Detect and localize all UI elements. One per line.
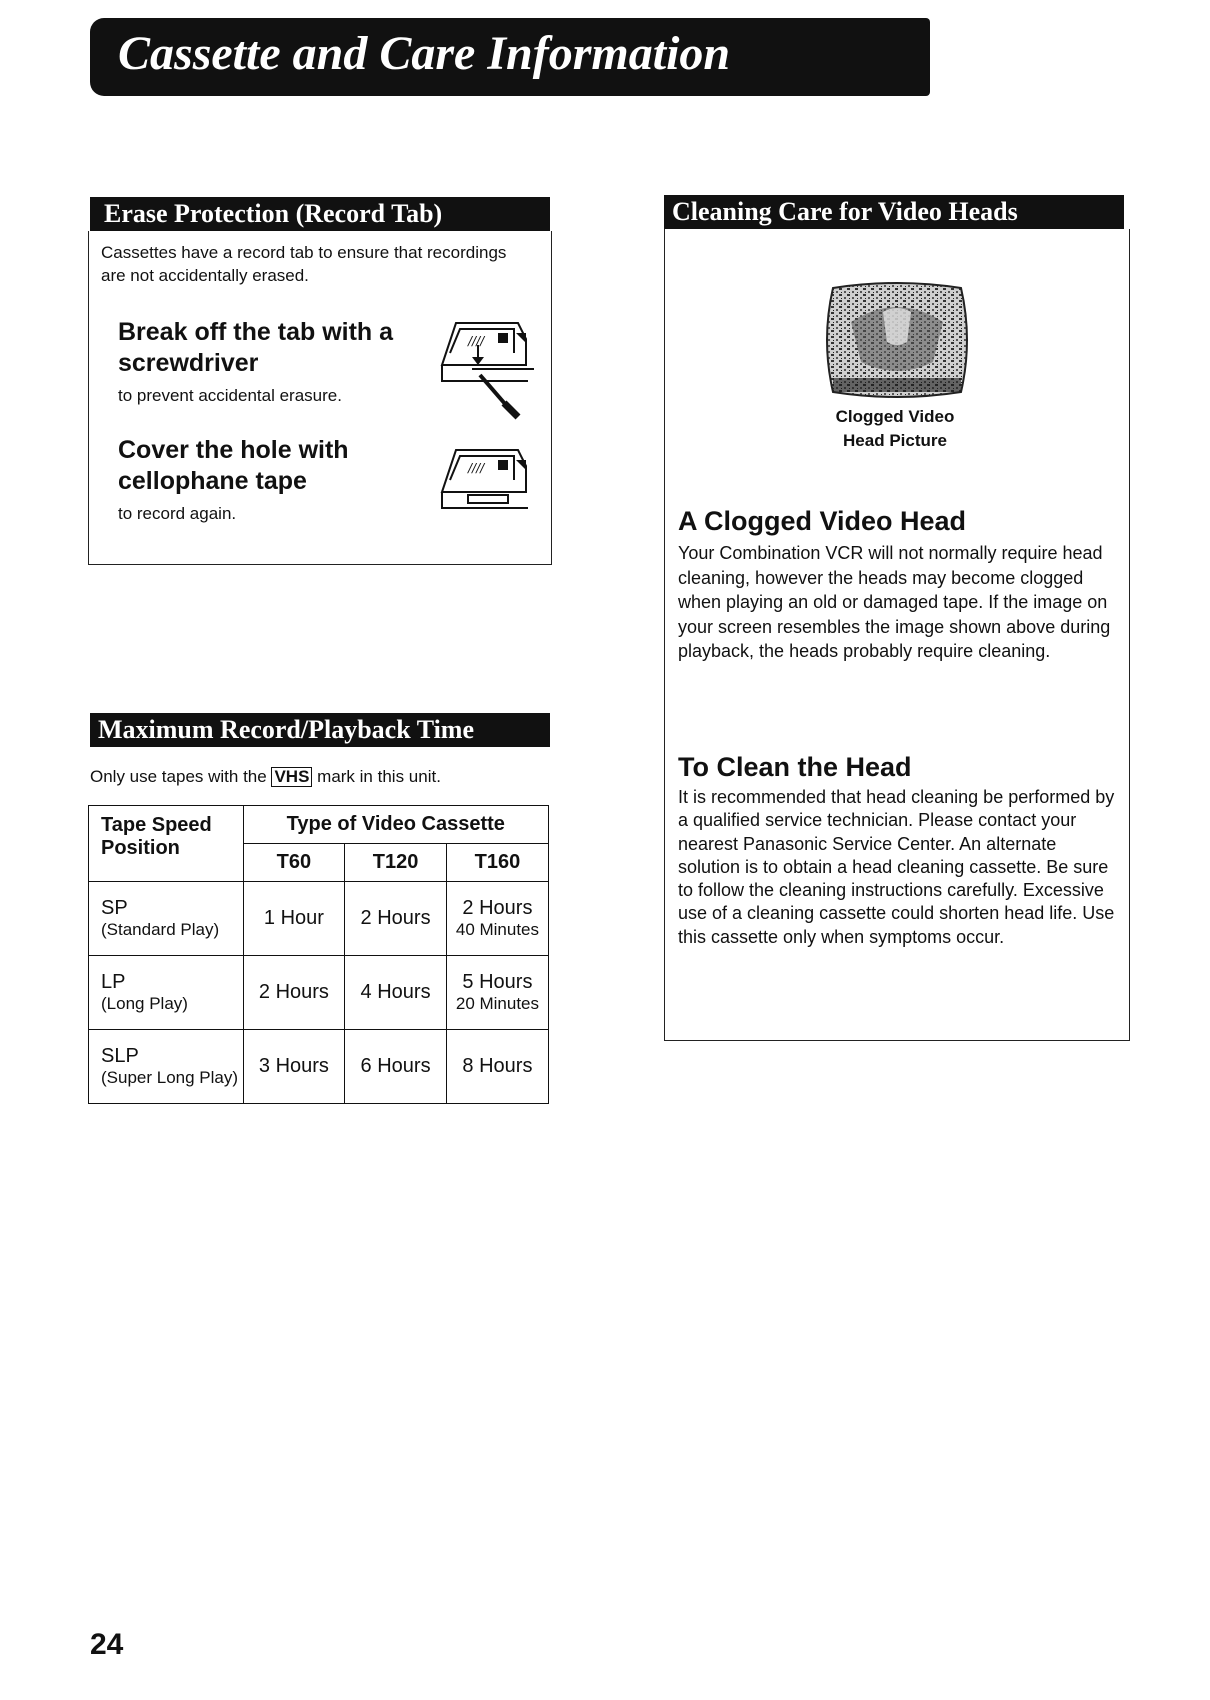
cassette-taped-icon: [438, 440, 538, 520]
cover-hole-title: Cover the hole with cellophane tape: [118, 436, 349, 495]
time-t160-minutes: 20 Minutes: [455, 994, 540, 1013]
title-banner: [90, 18, 930, 96]
speed-header: Tape Speed Position: [101, 814, 212, 859]
speed-code: LP: [101, 971, 126, 993]
time-cell-t60: 1 Hour: [243, 882, 345, 956]
clean-head-title: To Clean the Head: [678, 752, 912, 782]
table-row: [89, 956, 549, 1030]
vhs-logo-icon: VHS: [271, 767, 312, 787]
time-cell-t160: [446, 1030, 548, 1104]
speed-desc: (Long Play): [101, 994, 188, 1013]
break-tab-text: to prevent accidental erasure.: [118, 386, 342, 405]
type-header: Type of Video Cassette: [286, 813, 505, 835]
col-header-t160: T160: [446, 844, 548, 882]
time-t160-hours: 2 Hours: [462, 897, 533, 919]
clogged-head-text: Your Combination VCR will not normally require head cleaning, however the heads may become clogged when playing an old or damaged tape. If the image on your screen resembles the image shown above during playback, the heads probably require cleaning.: [678, 543, 1111, 661]
svg-text:////: ////: [468, 461, 485, 475]
type-header-cell: [243, 806, 548, 844]
vhs-note-before: Only use tapes with the: [90, 767, 267, 786]
speed-code: SLP: [101, 1045, 139, 1067]
record-time-table: [88, 805, 549, 1104]
image-caption-line1: Clogged Video: [835, 407, 955, 426]
image-caption: [790, 405, 1000, 453]
speed-cell: [89, 882, 244, 956]
image-caption-line2: Head Picture: [843, 431, 947, 450]
cassette-screwdriver-icon: [438, 313, 538, 428]
vhs-note-after: mark in this unit.: [317, 767, 441, 786]
clogged-head-title: A Clogged Video Head: [678, 506, 967, 536]
time-cell-t60: 3 Hours: [243, 1030, 345, 1104]
time-cell-t160: [446, 956, 548, 1030]
col-header-t120: T120: [345, 844, 447, 882]
time-cell-t60: 2 Hours: [243, 956, 345, 1030]
speed-cell: [89, 1030, 244, 1104]
table-row: [89, 882, 549, 956]
page-number: 24: [90, 1628, 124, 1661]
vhs-note: [90, 765, 441, 788]
speed-cell: [89, 956, 244, 1030]
speed-desc: (Super Long Play): [101, 1068, 239, 1087]
col-header-t60: T60: [243, 844, 345, 882]
table-row: [89, 1030, 549, 1104]
max-time-heading: Maximum Record/Playback Time: [90, 713, 550, 747]
time-cell-t120: 6 Hours: [345, 1030, 447, 1104]
erase-protection-heading: Erase Protection (Record Tab): [90, 197, 550, 231]
clean-head-text: It is recommended that head cleaning be performed by a qualified service technician. Please contact your nearest Panasonic Service Center. An alternate solution is to obtain a head cleaning cassette. Be sure to follow the cleaning instructions carefully. Excessive use of a cleaning cassette could shorten head life. Use this cassette only when symptoms occur.: [678, 787, 1115, 947]
time-cell-t160: [446, 882, 548, 956]
erase-intro: Cassettes have a record tab to ensure that recordings are not accidentally erased.: [101, 243, 507, 285]
clogged-screen-image: [823, 282, 971, 398]
break-tab-title: Break off the tab with a screwdriver: [118, 318, 394, 377]
time-cell-t120: 4 Hours: [345, 956, 447, 1030]
speed-code: SP: [101, 897, 128, 919]
time-t160-hours: 8 Hours: [462, 1055, 533, 1077]
cover-hole-text: to record again.: [118, 504, 237, 523]
speed-header-cell: [89, 806, 244, 882]
svg-text:////: ////: [468, 334, 485, 348]
time-t160-hours: 5 Hours: [462, 971, 533, 993]
page-title: Cassette and Care Information: [118, 27, 731, 80]
time-cell-t120: 2 Hours: [345, 882, 447, 956]
speed-desc: (Standard Play): [101, 920, 220, 939]
time-t160-minutes: 40 Minutes: [455, 920, 540, 939]
cleaning-heading: Cleaning Care for Video Heads: [664, 195, 1124, 229]
